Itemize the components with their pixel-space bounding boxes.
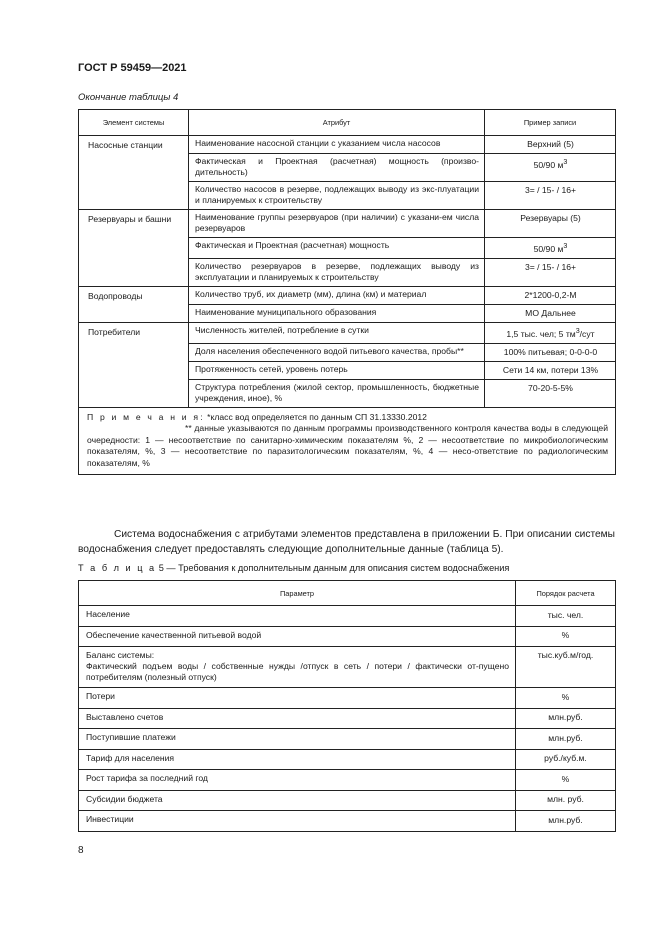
param-cell: Субсидии бюджета: [79, 790, 516, 811]
attribute-cell: Протяженность сетей, уровень потерь: [189, 361, 485, 379]
unit-cell: млн.руб.: [516, 708, 616, 729]
param-cell: Поступившие платежи: [79, 729, 516, 750]
example-cell: [485, 154, 616, 182]
example-value: 1,5 тыс. чел; 5 тм: [506, 328, 576, 339]
param-cell: Выставлено счетов: [79, 708, 516, 729]
unit-cell: %: [516, 770, 616, 791]
param-cell: Население: [79, 606, 516, 627]
table-row: [79, 136, 616, 154]
note-line-1: [87, 412, 608, 424]
attribute-cell: Фактическая и Проектная (расчетная) мощность (произво-дительность): [189, 154, 485, 182]
unit-cell: тыс. чел.: [516, 606, 616, 627]
table-row: [79, 749, 616, 770]
table4-header-element: Элемент системы: [79, 110, 189, 136]
note-line-2: [87, 423, 608, 469]
table-row: [79, 688, 616, 709]
param-cell: Инвестиции: [79, 811, 516, 832]
note-2: ** данные указываются по данным программы производственного контроля качества воды в следующей очередности: 1 — несоответствие по санитарно-химическим показателям %, 2 — несоответствие по микробиологическим показателям, %, 3 — несоответствие по паразитологическим показателям, %, 4 — несо-ответствие по радиологическим показателям, %: [87, 423, 608, 468]
table4-notes-row: [79, 407, 616, 475]
attribute-cell: Наименование муниципального образования: [189, 304, 485, 322]
param-title: Баланс системы:: [86, 650, 155, 660]
example-tail: /сут: [579, 328, 595, 339]
attribute-cell: Наименование насосной станции с указанием числа насосов: [189, 136, 485, 154]
table4: [78, 109, 616, 475]
unit-cell: млн. руб.: [516, 790, 616, 811]
table-row: [79, 626, 616, 647]
element-pump-stations: Насосные станции: [79, 136, 189, 210]
example-cell: Сети 14 км, потери 13%: [485, 361, 616, 379]
attribute-cell: Количество резервуаров в резерве, подлежащих выводу из эксплуатации и планируемых к строительству: [189, 258, 485, 286]
unit-cell: млн.руб.: [516, 729, 616, 750]
table-row: [79, 729, 616, 750]
table-row: [79, 790, 616, 811]
element-pipelines: Водопроводы: [79, 286, 189, 322]
example-value: 50/90 м: [533, 159, 564, 170]
element-consumers: Потребители: [79, 322, 189, 407]
example-cell: Резервуары (5): [485, 210, 616, 238]
table5-header-row: [79, 581, 616, 606]
table-row: [79, 811, 616, 832]
table-row: [79, 322, 616, 343]
unit-cell: %: [516, 688, 616, 709]
table5-caption: [78, 563, 509, 573]
note-1: *класс вод определяется по данным СП 31.13330.2012: [207, 411, 427, 422]
table-row: [79, 647, 616, 688]
unit-cell: млн.руб.: [516, 811, 616, 832]
example-cell: [485, 322, 616, 343]
example-cell: 2*1200-0,2-М: [485, 286, 616, 304]
table5: [78, 580, 616, 832]
param-cell: Обеспечение качественной питьевой водой: [79, 626, 516, 647]
table4-caption: Окончание таблицы 4: [78, 92, 179, 103]
table-row: [79, 770, 616, 791]
body-paragraph: Система водоснабжения с атрибутами элементов представлена в приложении Б. При описании системы водоснабжения следует предоставлять следующие дополнительные данные (таблица 5).: [78, 529, 615, 555]
param-cell: Рост тарифа за последний год: [79, 770, 516, 791]
table4-header-example: Пример записи: [485, 110, 616, 136]
attribute-cell: Количество насосов в резерве, подлежащих выводу из экс-плуатации и планируемых к строительству: [189, 182, 485, 210]
param-cell: Потери: [79, 688, 516, 709]
param-cell: Тариф для населения: [79, 749, 516, 770]
table-row: [79, 606, 616, 627]
superscript: 3: [563, 242, 568, 250]
attribute-cell: Фактическая и Проектная (расчетная) мощность: [189, 238, 485, 259]
unit-cell: руб./куб.м.: [516, 749, 616, 770]
attribute-cell: Структура потребления (жилой сектор, промышленность, бюджетные учреждения, иное), %: [189, 379, 485, 407]
table5-caption-label: Т а б л и ц а: [78, 563, 157, 573]
unit-cell: тыс.куб.м/год.: [516, 647, 616, 688]
example-cell: 70-20-5-5%: [485, 379, 616, 407]
example-cell: Верхний (5): [485, 136, 616, 154]
param-cell: [79, 647, 516, 688]
table-row: [79, 210, 616, 238]
table4-notes: [79, 407, 616, 475]
table4-header-attribute: Атрибут: [189, 110, 485, 136]
example-cell: МО Дальнее: [485, 304, 616, 322]
param-detail: Фактический подъем воды / собственные нужды /отпуск в сеть / потери / фактически от-пущено потребителям (полезный отпуск): [86, 661, 509, 682]
table4-header-row: [79, 110, 616, 136]
table5-header-parameter: Параметр: [79, 581, 516, 606]
table-row: [79, 708, 616, 729]
attribute-cell: Количество труб, их диаметр (мм), длина (км) и материал: [189, 286, 485, 304]
example-value: 50/90 м: [533, 243, 564, 254]
unit-cell: %: [516, 626, 616, 647]
attribute-cell: Численность жителей, потребление в сутки: [189, 322, 485, 343]
notes-label: П р и м е ч а н и я:: [87, 411, 205, 422]
example-cell: 100% питьевая; 0-0-0-0: [485, 343, 616, 361]
element-reservoirs: Резервуары и башни: [79, 210, 189, 287]
page-number: 8: [78, 845, 84, 856]
example-cell: [485, 238, 616, 259]
table5-caption-text: 5 — Требования к дополнительным данным для описания систем водоснабжения: [158, 563, 510, 573]
attribute-cell: Наименование группы резервуаров (при наличии) с указани-ем числа резервуаров: [189, 210, 485, 238]
superscript: 3: [563, 158, 568, 166]
attribute-cell: Доля населения обеспеченного водой питьевого качества, пробы**: [189, 343, 485, 361]
standard-id: ГОСТ Р 59459—2021: [78, 62, 187, 74]
example-cell: 3= / 15- / 16+: [485, 258, 616, 286]
table5-header-calc: Порядок расчета: [516, 581, 616, 606]
superscript: 3: [575, 326, 580, 335]
example-cell: 3= / 15- / 16+: [485, 182, 616, 210]
table-row: [79, 286, 616, 304]
